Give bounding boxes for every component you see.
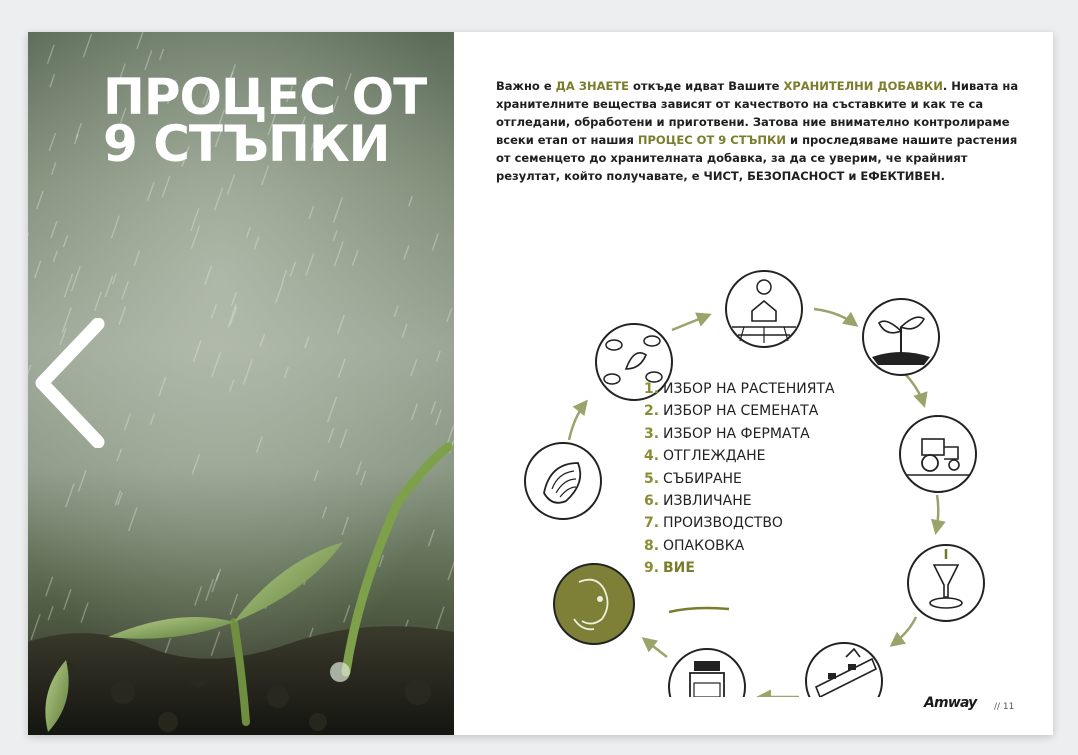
intro-text: Важно е xyxy=(496,79,556,93)
chevron-right-icon xyxy=(974,318,1050,448)
step-item xyxy=(644,512,835,534)
next-page-button[interactable] xyxy=(974,318,1050,452)
step-label: ПРОИЗВОДСТВО xyxy=(663,515,783,532)
previous-page-button[interactable] xyxy=(30,318,106,452)
you-icon xyxy=(554,564,634,644)
manufacturing-icon xyxy=(806,643,882,697)
amway-logo: Amway xyxy=(924,695,977,711)
step-label: ОТГЛЕЖДАНЕ xyxy=(663,448,766,465)
intro-highlight: ХРАНИТЕЛНИ ДОБАВКИ xyxy=(783,79,943,93)
step-label: СЪБИРАНЕ xyxy=(663,470,742,487)
extraction-icon xyxy=(908,545,984,621)
step-item xyxy=(644,490,835,512)
bottle-icon xyxy=(669,649,745,697)
title-line-2: 9 СТЪПКИ xyxy=(103,115,390,173)
step-item xyxy=(644,468,835,490)
step-number: 4. xyxy=(644,448,660,465)
sprout-icon xyxy=(863,299,939,375)
step-number: 9. xyxy=(644,560,660,577)
intro-paragraph xyxy=(496,77,1026,185)
intro-text: . Нивата на хранителните вещества зависят от качеството на съставките и как те са отгледани, обработени и приготвени. Затова ние внимателно контролираме всеки етап от нашия xyxy=(496,79,1019,147)
step-label: ИЗВЛИЧАНЕ xyxy=(663,493,752,510)
farm-icon xyxy=(726,271,802,347)
step-number: 8. xyxy=(644,537,660,554)
step-label: ОПАКОВКА xyxy=(663,537,745,554)
intro-highlight: ПРОЦЕС ОТ 9 СТЪПКИ xyxy=(637,133,787,147)
page-number: // 11 xyxy=(994,702,1015,712)
step-number: 5. xyxy=(644,470,660,487)
step-item xyxy=(644,535,835,557)
step-number: 6. xyxy=(644,493,660,510)
steps-list xyxy=(644,378,835,580)
intro-text: и проследяваме нашите растения от семенцето до хранителната добавка, за да се уверим, че крайният резултат, който получавате, е ЧИСТ, БЕЗОПАСНОСТ и ЕФЕКТИВЕН. xyxy=(496,133,1018,183)
step-number: 2. xyxy=(644,403,660,420)
step-number: 1. xyxy=(644,381,660,397)
brochure-spread xyxy=(28,32,1053,735)
step-number: 3. xyxy=(644,425,660,442)
tractor-icon xyxy=(900,416,976,492)
step-label: ИЗБОР НА ФЕРМАТА xyxy=(663,425,810,442)
intro-highlight: ДА ЗНАЕТЕ xyxy=(555,79,630,93)
chevron-left-icon xyxy=(30,318,106,448)
fingerprint-leaf-icon xyxy=(525,443,601,519)
right-page xyxy=(454,32,1053,735)
step-item xyxy=(644,445,835,467)
step-label: ВИЕ xyxy=(663,560,695,577)
intro-text: откъде идват Вашите xyxy=(629,79,784,93)
underline-swoosh xyxy=(669,608,729,612)
title-line-1: ПРОЦЕС ОТ xyxy=(103,68,427,126)
step-label: ИЗБОР НА СЕМЕНАТА xyxy=(663,403,819,420)
step-item xyxy=(644,378,835,400)
page-title xyxy=(103,68,443,173)
step-number: 7. xyxy=(644,515,660,532)
step-item xyxy=(644,557,835,579)
step-item xyxy=(644,423,835,445)
step-item xyxy=(644,400,835,422)
step-label: ИЗБОР НА РАСТЕНИЯТА xyxy=(663,381,835,397)
